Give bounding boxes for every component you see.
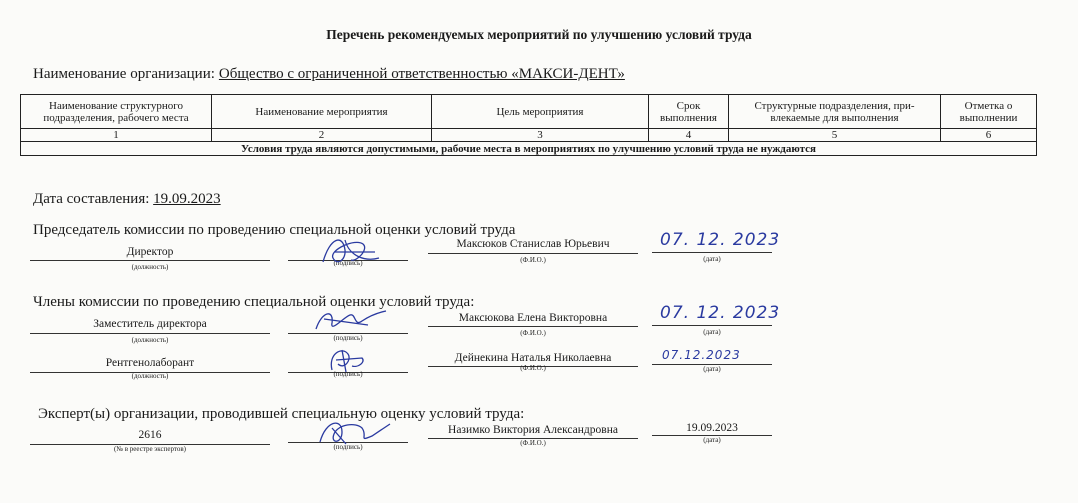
member-position: Заместитель директора: [93, 318, 207, 330]
expert-heading: Эксперт(ы) организации, проводившей специальную оценку условий труда:: [38, 406, 525, 422]
chairman-heading: Председатель комиссии по проведению специальной оценки условий труда: [33, 222, 516, 238]
fio-caption: (Ф.И.О.): [520, 329, 546, 337]
divider: [30, 260, 270, 261]
member-position: Рентгенолаборант: [105, 357, 195, 369]
member-signature-icon: [310, 303, 390, 337]
date-value: 19.09.2023: [153, 191, 221, 207]
expert-number: 2616: [138, 429, 162, 441]
members-heading: Члены комиссии по проведению специальной оценки условий труда:: [33, 294, 475, 310]
position-caption: (должность): [131, 263, 169, 271]
chairman-position: Директор: [126, 246, 174, 258]
divider: [652, 252, 772, 253]
expert-number-caption: (№ в реестре экспертов): [113, 445, 186, 453]
chairman-signature-icon: [315, 232, 385, 270]
signature-caption: (подпись): [333, 259, 363, 267]
member-name: Максюкова Елена Викторовна: [458, 312, 608, 324]
header-cell: Срок выполнения: [649, 95, 729, 129]
divider: [652, 325, 772, 326]
member-signature-icon: [322, 342, 372, 376]
expert-date: 19.09.2023: [686, 422, 738, 434]
fio-caption: (Ф.И.О.): [520, 364, 546, 372]
organization-name: Общество с ограниченной ответственностью «МАКСИ-ДЕНТ»: [218, 66, 625, 82]
number-cell: 6: [941, 129, 1037, 142]
date-caption: (дата): [703, 328, 721, 336]
member-name: Дейнекина Наталья Николаевна: [454, 352, 612, 364]
document-title: Перечень рекомендуемых мероприятий по улучшению условий труда: [326, 27, 752, 42]
divider: [428, 326, 638, 327]
table-note-row: [21, 142, 1037, 156]
chairman-date: 07. 12. 2023: [660, 230, 781, 250]
signature-caption: (подпись): [333, 334, 363, 342]
divider: [30, 333, 270, 334]
header-cell: Отметка о выполнении: [941, 95, 1037, 129]
number-cell: 4: [649, 129, 729, 142]
number-cell: 3: [432, 129, 649, 142]
organization-line: [33, 66, 625, 83]
fio-caption: (Ф.И.О.): [520, 256, 546, 264]
table-number-row: [21, 129, 1037, 142]
header-cell: Цель мероприятия: [432, 95, 649, 129]
organization-label: Наименование организации:: [33, 66, 215, 82]
number-cell: 1: [21, 129, 212, 142]
signature-caption: (подпись): [333, 443, 363, 451]
date-caption: (дата): [703, 365, 721, 373]
table-note: Условия труда являются допустимыми, рабочие места в мероприятиях по улучшению условий труда не нуждаются: [21, 142, 1037, 156]
measures-table: [20, 94, 1037, 156]
date-caption: (дата): [703, 255, 721, 263]
fio-caption: (Ф.И.О.): [520, 439, 546, 447]
position-caption: (должность): [131, 336, 169, 344]
header-cell: Наименование структурного подразделения, рабочего места: [21, 95, 212, 129]
table-header-row: [21, 95, 1037, 129]
header-cell: Структурные подразделения, при-влекаемые для выполнения: [729, 95, 941, 129]
date-line: [33, 191, 221, 208]
expert-signature-icon: [312, 414, 392, 450]
member-date: 07.12.2023: [662, 348, 741, 362]
chairman-name: Максюков Станислав Юрьевич: [456, 238, 610, 250]
member-date: 07. 12. 2023: [660, 303, 781, 323]
header-cell: Наименование мероприятия: [212, 95, 432, 129]
date-label: Дата составления:: [33, 191, 150, 207]
number-cell: 2: [212, 129, 432, 142]
signature-caption: (подпись): [333, 370, 363, 378]
number-cell: 5: [729, 129, 941, 142]
position-caption: (должность): [131, 372, 169, 380]
expert-name: Назимко Виктория Александровна: [448, 424, 618, 436]
date-caption: (дата): [703, 436, 721, 444]
divider: [428, 253, 638, 254]
